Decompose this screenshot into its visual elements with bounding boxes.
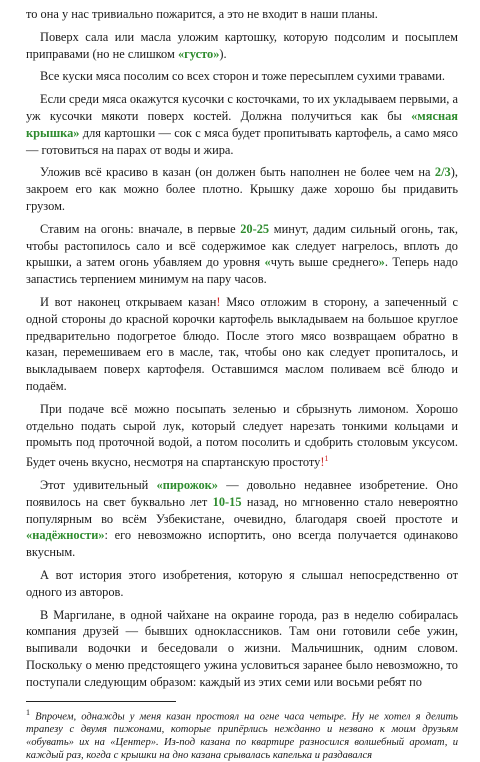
paragraph-5: [26, 164, 458, 214]
paragraph-7: [26, 294, 458, 395]
highlight-quote: «мясная крышка»: [26, 108, 458, 140]
text-run: . Теперь надо запастись терпением минимум на пару часов.: [26, 255, 458, 287]
footnote: [26, 706, 458, 762]
text-run: то она у нас тривиально пожарится, а это не входит в наши планы.: [26, 7, 378, 21]
text-run: назад, но мгновенно стало невероятно популярным во всём Узбекистане, очевидно, благодаря своей простоте и: [26, 494, 458, 526]
text-run: чуть выше среднего: [270, 255, 379, 270]
highlight-quote: «надёжности»: [26, 528, 105, 543]
footnote-number: 1: [26, 707, 30, 717]
text-run: Этот удивительный: [40, 478, 157, 493]
paragraph-8: [26, 401, 458, 471]
paragraph-10: [26, 567, 458, 601]
text-run: : его невозможно испортить, оно всегда получается одинаково вкусным.: [26, 528, 458, 560]
text-run: для картошки — сок с мяса будет пропитывать картофель, а само мясо — готовиться на парах от воды и жира.: [26, 125, 458, 157]
paragraph-1: [26, 6, 458, 23]
text-run: Все куски мяса посолим со всех сторон и тоже пересыплем сухими травами.: [40, 69, 445, 84]
text-run: Мясо отложим в сторону, а запеченный с одной стороны до красной корочки картофель выкладываем на большое круглое предварительно подогретое блюдо. После этого мясо возвращаем обратно в казан, перемешиваем его в масле, так, чтобы оно как следует пропиталось, и выкладываем поверх картофеля. Оставшимся маслом поливаем всё блюдо и подаём.: [26, 294, 458, 393]
paragraph-4: [26, 91, 458, 158]
exclamation-mark: !: [216, 294, 221, 309]
text-run: — довольно недавнее изобретение. Оно появилось на свет буквально лет: [26, 478, 458, 509]
paragraph-6: [26, 221, 458, 288]
quote-mark: «: [264, 255, 271, 270]
text-run: Ставим на огонь: вначале, в первые: [40, 221, 241, 236]
highlight-number: 10-15: [212, 494, 242, 509]
text-run: И вот наконец открываем казан: [40, 294, 217, 309]
text-run: А вот история этого изобретения, которую я слышал непосредственно от одного из авторов.: [26, 568, 458, 599]
highlight-number: 2/3: [434, 165, 451, 180]
text-run: В Маргилане, в одной чайхане на окраине города, раз в неделю собиралась компания друзей — бывших одноклассников. Там они готовили себе ужин, выпивали водочки и беседовали о жизни. Мальчишник, одним словом. Поскольку о меню предстоящего ужина условиться заранее было невозможно, то поступали следующим образом: каждый из этих семи или восьми ребят по: [26, 607, 458, 689]
text-run: минут, дадим сильный огонь, так, чтобы растопилось сало и всё содержимое как следует нагрелось, вплоть до крышки, а затем огонь убавляем до уровня: [26, 221, 458, 270]
text-run: Поверх сала или масла уложим картошку, которую подсолим и посыплем приправами (но не слишком: [26, 29, 458, 61]
text-run: Уложив всё красиво в казан (он должен быть наполнен не более чем на: [40, 165, 435, 180]
footnote-reference[interactable]: 1: [324, 454, 329, 464]
footnote-divider: [26, 701, 176, 702]
footnote-text: Впрочем, однажды у меня казан простоял на огне часа четыре. Ну не хотел я делить трапезу с двумя пижонами, которые припёрлись нежданно и незвано к моим друзьям «обувать» их на «Центер». Из-под казана по квартире разносился волшебный аромат, и каждый раз, когда с крышки на дно казана срывалась капелька и раздавался: [26, 711, 458, 762]
quote-mark: »: [378, 255, 385, 270]
paragraph-3: [26, 68, 458, 85]
text-run: ), закроем его как можно более плотно. Крышку даже хорошо бы придавить грузом.: [26, 165, 458, 213]
highlight-number: 20-25: [240, 221, 270, 236]
paragraph-2: [26, 29, 458, 63]
text-run: При подаче всё можно посыпать зеленью и сбрызнуть лимоном. Хорошо отдельно подать сырой лук, который следует нарезать тонкими кольцами и промыть под проточной водой, а потом посолить и сдобрить столовым уксусом. Будет очень вкусно, несмотря на спартанскую простоту: [26, 401, 458, 470]
highlight-quote: «пирожок»: [156, 478, 218, 493]
text-run: ).: [219, 46, 227, 61]
text-run: Если среди мяса окажутся кусочки с косточками, то их укладываем первыми, а уж кусочки мякоти поверх костей. Должна получиться как бы: [26, 92, 459, 123]
paragraph-11: [26, 607, 458, 691]
paragraph-9: [26, 477, 458, 561]
exclamation-mark: !: [320, 455, 325, 470]
highlight-quote: «густо»: [177, 46, 220, 61]
